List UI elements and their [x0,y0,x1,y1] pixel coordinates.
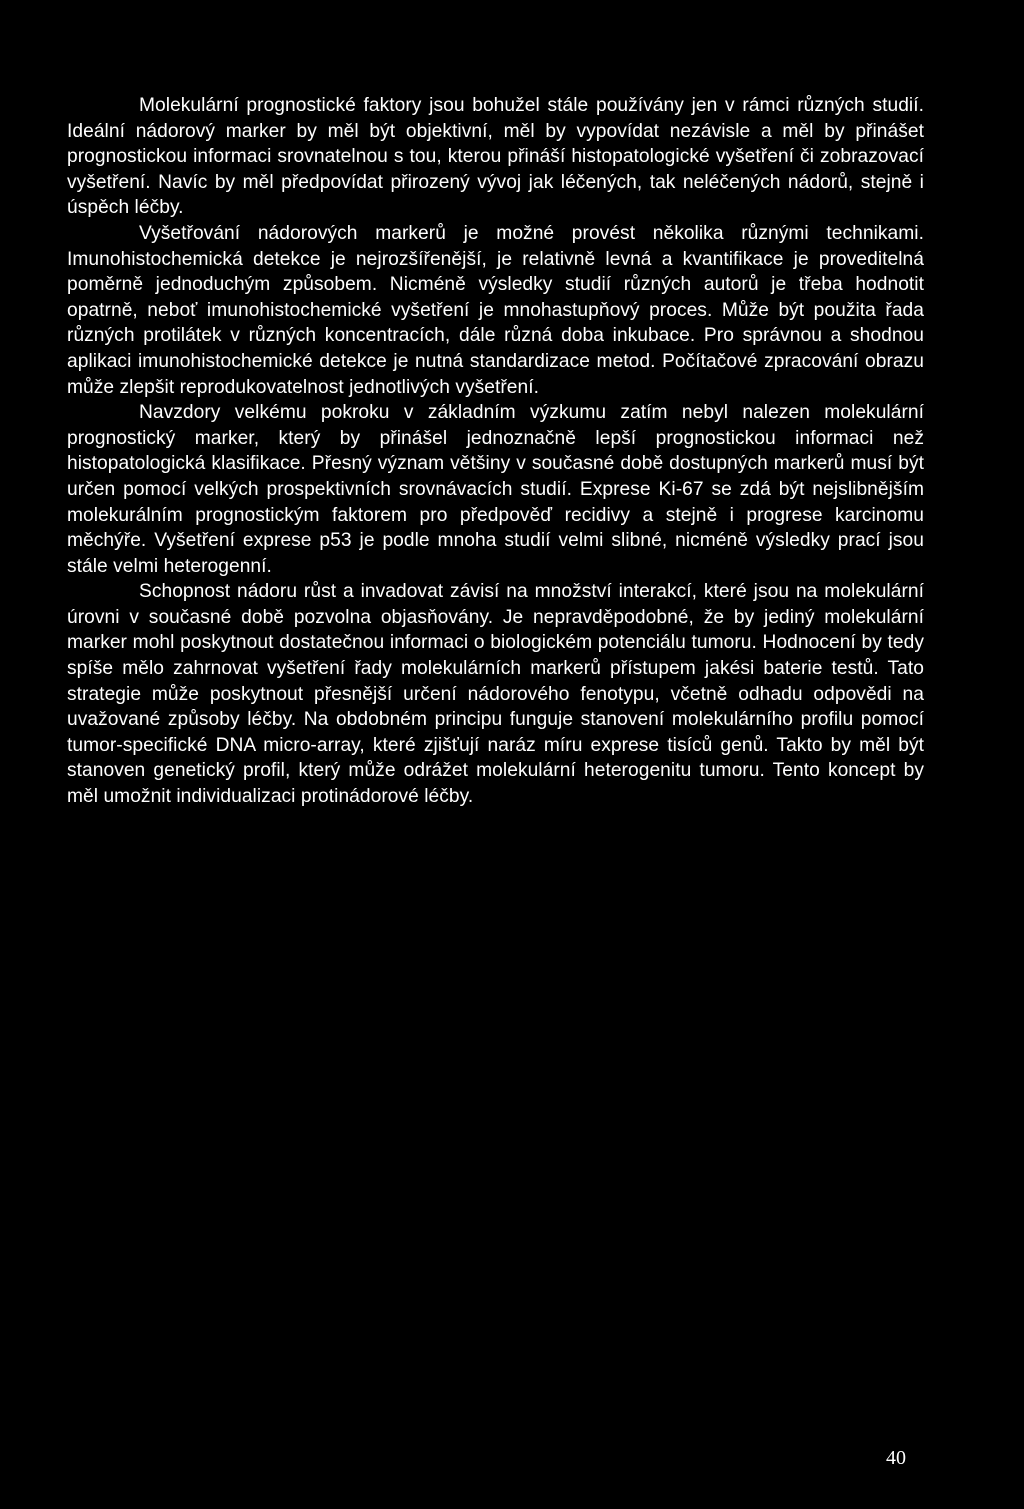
page-number: 40 [886,1447,906,1469]
paragraph-marker-techniques: Vyšetřování nádorových markerů je možné provést několika různými technikami. Imunohistochemická detekce je nejrozšířenější, je relativně levná a kvantifikace je proveditelná poměrně jednoduchým způsobem. Nicméně výsledky studií různých autorů je třeba hodnotit opatrně, neboť imunohistochemické vyšetření je mnohastupňový proces. Může být použita řada různých protilátek v různých koncentracích, dále různá doba inkubace. Pro správnou a shodnou aplikaci imunohistochemické detekce je nutná standardizace metod. Počítačové zpracování obrazu může zlepšit reprodukovatelnost jednotlivých vyšetření. [67,222,924,398]
paragraph-tumor-profile: Schopnost nádoru růst a invadovat závisí na množství interakcí, které jsou na molekulární úrovni v současné době pozvolna objasňovány. Je nepravděpodobné, že by jediný molekulární marker mohl poskytnout dostatečnou informaci o biologickém potenciálu tumoru. Hodnocení by tedy spíše mělo zahrnovat vyšetření řady molekulárních markerů přístupem jakési baterie testů. Tato strategie může poskytnout přesnější určení nádorového fenotypu, včetně odhadu odpovědi na uvažované způsoby léčby. Na obdobném principu funguje stanovení molekulárního profilu pomocí tumor-specifické DNA micro-array, které zjišťují naráz míru exprese tisíců genů. Takto by měl být stanoven genetický profil, který může odrážet molekulární heterogenitu tumoru. Tento koncept by měl umožnit individualizaci protinádorové léčby. [67,581,924,808]
paragraph-molecular-factors: Molekulární prognostické faktory jsou bohužel stále používány jen v rámci různých studií. Ideální nádorový marker by měl být objektivní, měl by vypovídat nezávisle a měl by přinášet prognostickou informaci srovnatelnou s tou, kterou přináší histopatologické vyšetření či zobrazovací vyšetření. Navíc by měl předpovídat přirozený vývoj jak léčených, tak neléčených nádorů, stejně i úspěch léčby. [67,95,924,219]
paragraph-research-progress: Navzdory velkému pokroku v základním výzkumu zatím nebyl nalezen molekulární prognostický marker, který by přinášel jednoznačně lepší prognostickou informaci než histopatologická klasifikace. Přesný význam většiny v současné době dostupných markerů musí být určen pomocí velkých prospektivních srovnávacích studií. Exprese Ki-67 se zdá být nejslibnějším molekurálním prognostickým faktorem pro předpověď recidivy a stejně i progrese karcinomu měchýře. Vyšetření exprese p53 je podle mnoha studií velmi slibné, nicméně výsledky prací jsou stále velmi heterogenní. [67,402,924,577]
body-text [67,93,924,810]
